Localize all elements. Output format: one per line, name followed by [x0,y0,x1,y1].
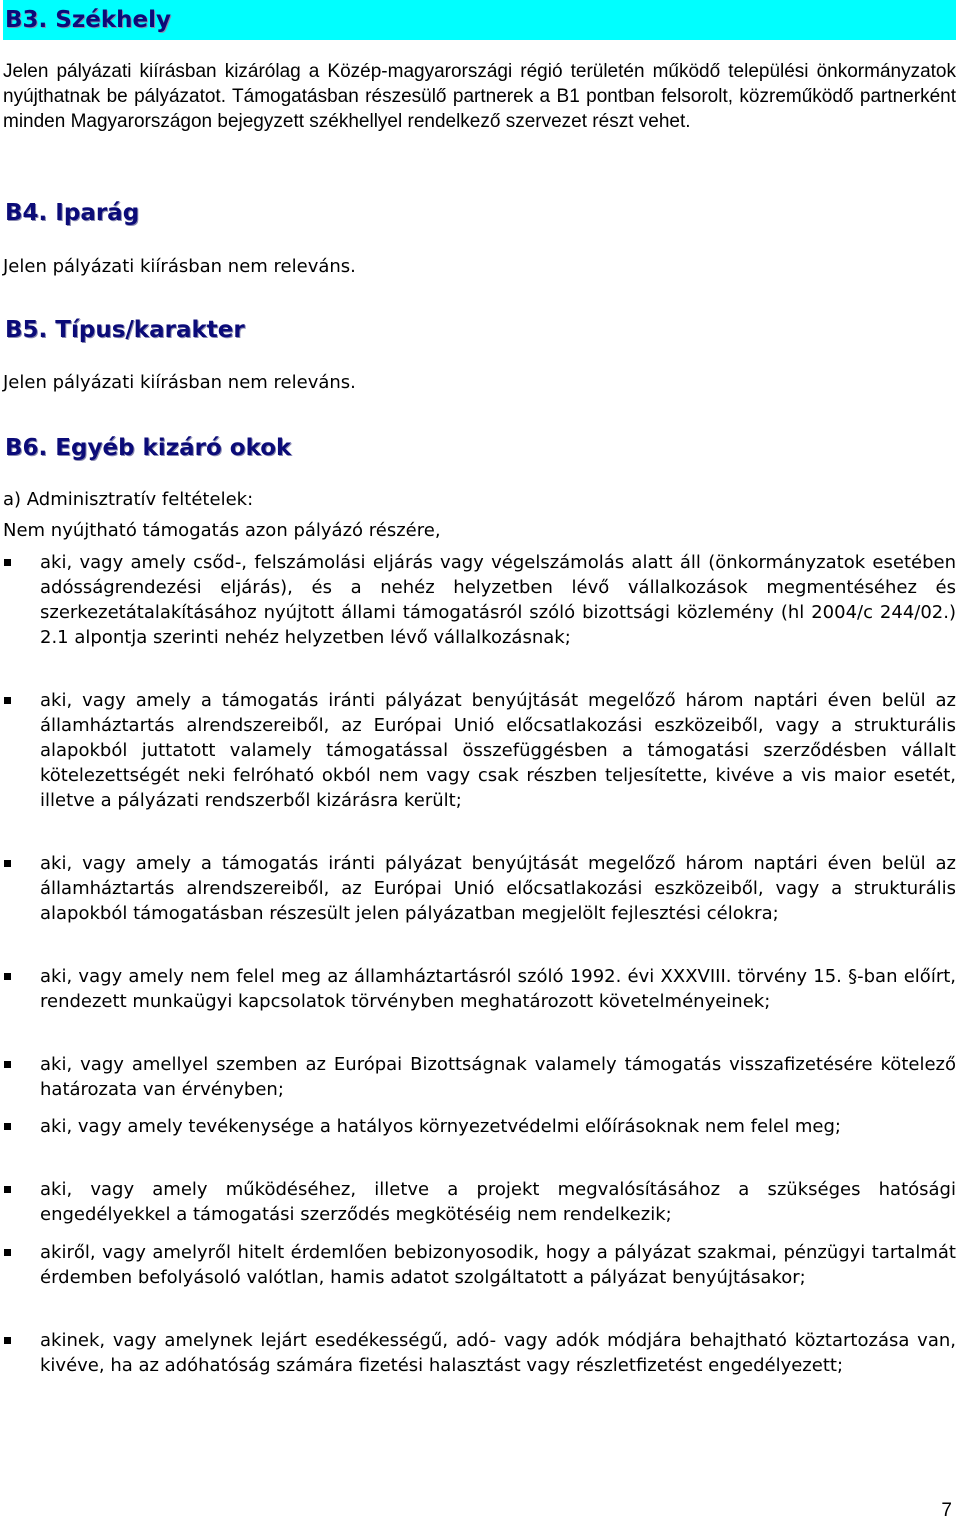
square-bullet-icon [4,1186,11,1193]
list-item-text: aki, vagy amely csőd-, felszámolási eljárás vagy végelszámolás alatt áll (önkormányzatok esetében adósságrendezési eljárás), és a nehéz helyzetben lévő vállalkozások megmentéséhez és szerkezetátalakításához nyújtott állami támogatásról szóló bizottsági közlemény (hl 2004/c 244/02.) 2.1 alpontja szerinti nehéz helyzetben lévő vállalkozásnak; [40,552,956,648]
section-b3-number: B3. [5,7,48,33]
square-bullet-icon [4,1249,11,1256]
section-b5-heading [3,315,245,345]
square-bullet-icon [4,559,11,566]
list-item-text: aki, vagy amely a támogatás iránti pályázat benyújtását megelőző három naptári éven belül az államháztartás alrendszereiből, az Európai Unió előcsatlakozási eszközeiből, vagy a strukturális alapokból juttatott valamely támogatással összefüggésben a támogatási szerződésben vállalt kötelezettségét neki felróható okból nem vagy csak részben teljesítette, kivéve a vis maior esetét, illetve a pályázati rendszerből kizárásra került; [40,690,956,811]
section-b4-title: Iparág [55,200,140,226]
section-b5-number: B5. [5,317,48,343]
list-item-text: aki, vagy amely nem felel meg az államháztartásról szóló 1992. évi XXXVIII. törvény 15. §-ban előírt, rendezett munkaügyi kapcsolatok törvényben meghatározott követelményeinek; [40,966,956,1012]
section-b6-number: B6. [5,435,48,461]
square-bullet-icon [4,860,11,867]
section-b3-heading [3,0,956,40]
list-item-text: aki, vagy amellyel szemben az Európai Bizottságnak valamely támogatás visszafizetésére kötelező határozata van érvényben; [40,1054,956,1100]
square-bullet-icon [4,697,11,704]
section-b6-subheading: a) Adminisztratív feltételek: [3,489,254,510]
square-bullet-icon [4,973,11,980]
list-item-text: aki, vagy amely a támogatás iránti pályázat benyújtását megelőző három naptári éven belül az államháztartás alrendszereiből, az Európai Unió előcsatlakozási eszközeiből, vagy a strukturális alapokból támogatásban részesült jelen pályázatban megjelölt fejlesztési célokra; [40,853,956,924]
list-item-text: akiről, vagy amelyről hitelt érdemlően bebizonyosodik, hogy a pályázat szakmai, pénzügyi tartalmát érdemben befolyásoló valótlan, hamis adatot szolgáltatott a pályázat benyújtásakor; [40,1242,956,1288]
square-bullet-icon [4,1061,11,1068]
section-b6-title: Egyéb kizáró okok [55,435,292,461]
section-b4-number: B4. [5,200,48,226]
section-b5-title: Típus/karakter [55,317,245,343]
section-b6-heading [3,433,291,463]
square-bullet-icon [4,1123,11,1130]
section-b6-intro: Nem nyújtható támogatás azon pályázó részére, [3,520,441,541]
section-b3-paragraph: Jelen pályázati kiírásban kizárólag a Közép-magyarországi régió területén működő települési önkormányzatok nyújthatnak be pályázatot. Támogatásban részesülő partnerek a B1 pontban felsorolt, közreműködő partnerként minden Magyarországon bejegyzett székhellyel rendelkező szervezet részt vehet. [3,61,956,132]
square-bullet-icon [4,1337,11,1344]
section-b5-paragraph: Jelen pályázati kiírásban nem releváns. [3,372,356,393]
list-item-text: akinek, vagy amelynek lejárt esedékességű, adó- vagy adók módjára behajtható köztartozása van, kivéve, ha az adóhatóság számára fizetési halasztást vagy részletfizetést engedélyezett; [40,1330,956,1376]
list-item-text: aki, vagy amely tevékenysége a hatályos környezetvédelmi előírásoknak nem felel meg; [40,1116,841,1137]
section-b4-paragraph: Jelen pályázati kiírásban nem releváns. [3,256,356,277]
section-b4-heading [3,198,139,228]
page-number: 7 [941,1500,952,1521]
list-item-text: aki, vagy amely működéséhez, illetve a projekt megvalósításához a szükséges hatósági engedélyekkel a támogatási szerződés megkötéséig nem rendelkezik; [40,1179,956,1225]
section-b3-title: Székhely [55,7,171,33]
